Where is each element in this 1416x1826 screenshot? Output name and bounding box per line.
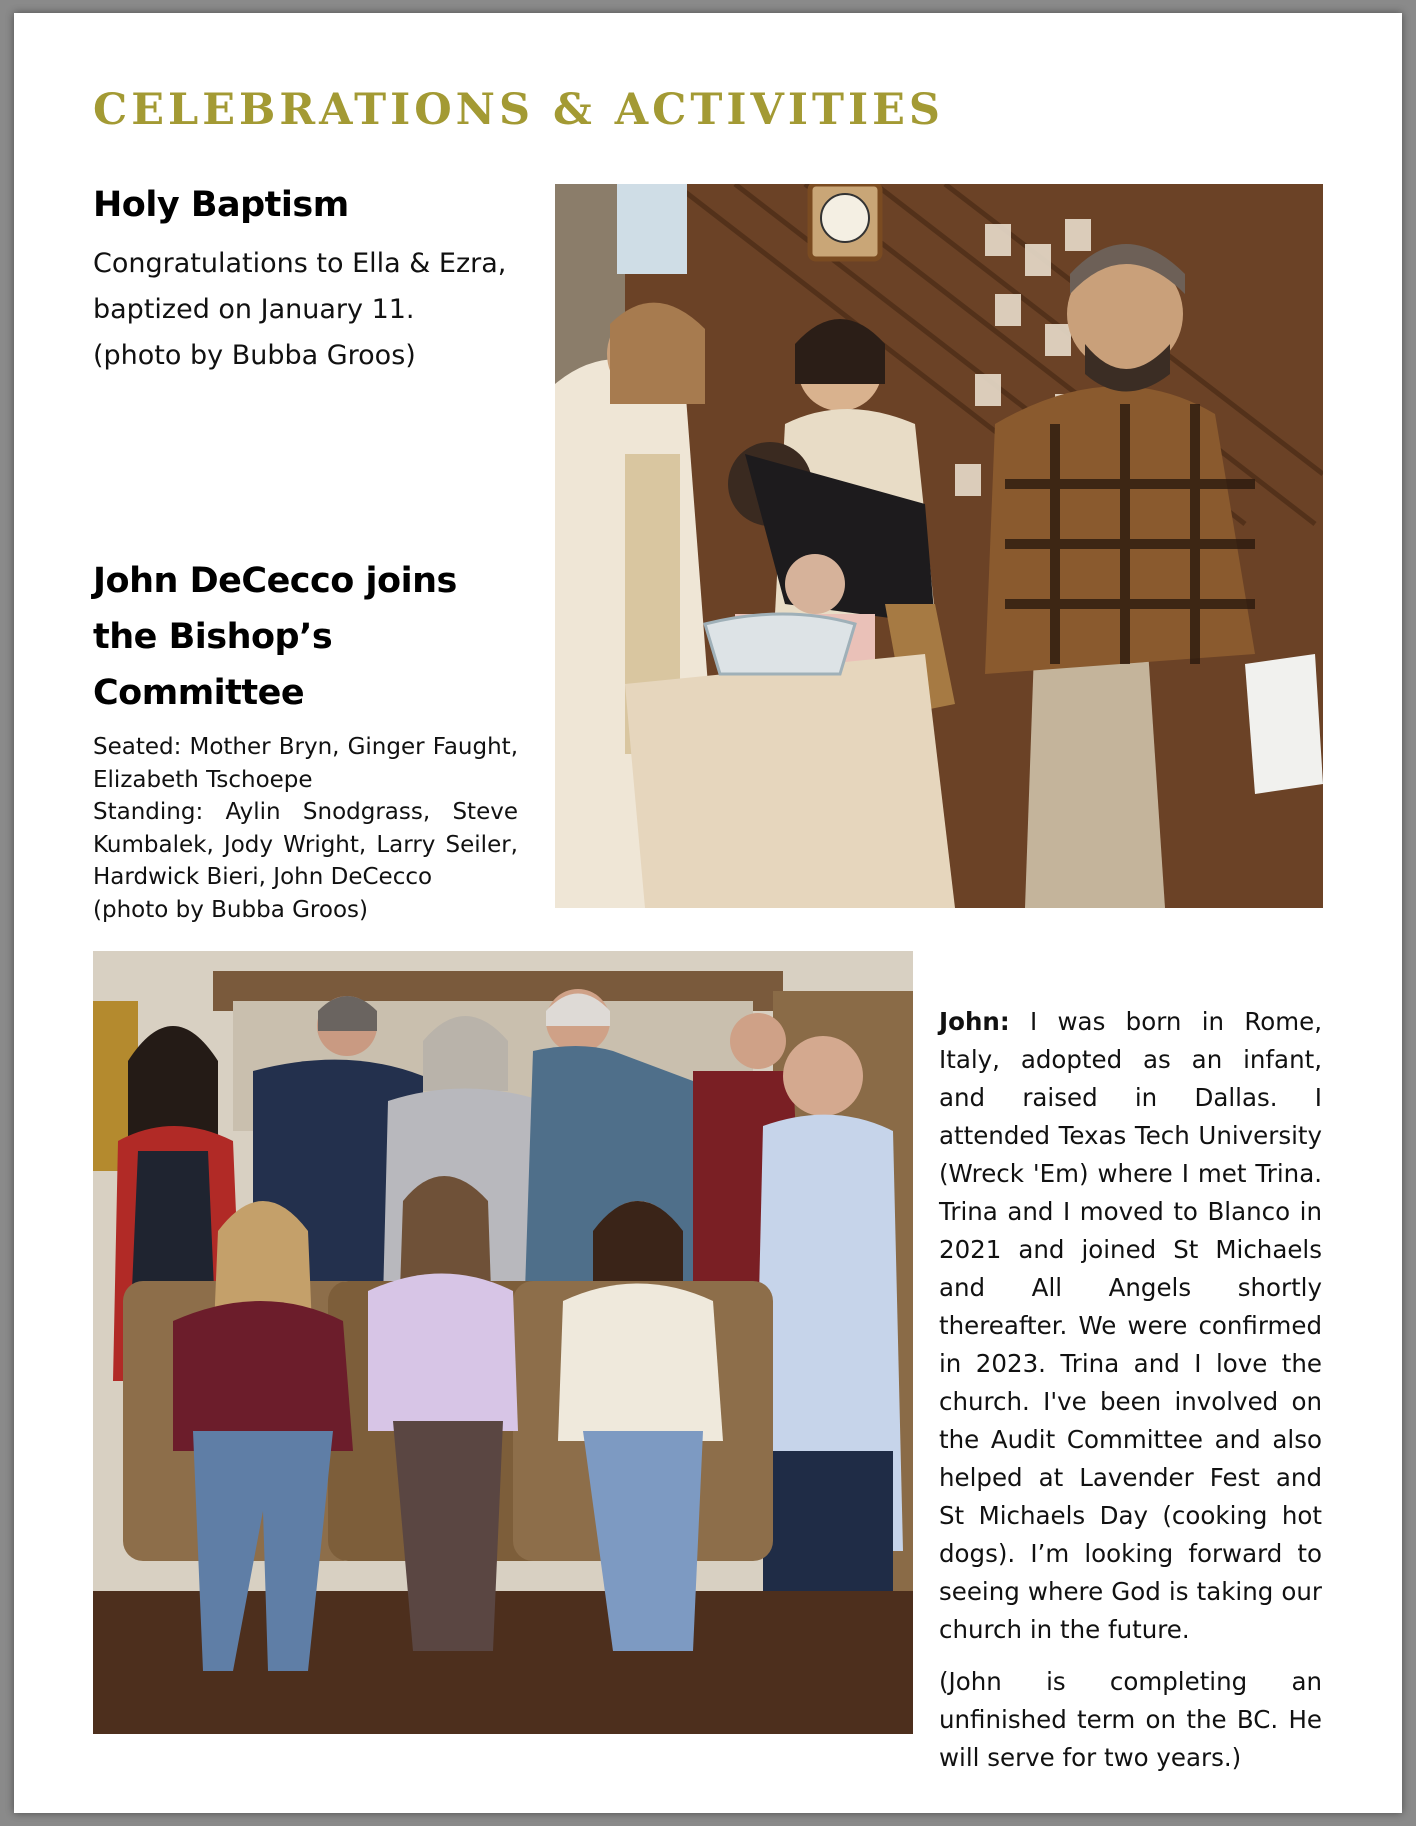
baptism-heading: Holy Baptism — [93, 185, 349, 225]
newsletter-page — [14, 13, 1402, 1813]
bio-speaker: John: — [939, 1007, 1010, 1036]
baptism-photo-credit: (photo by Bubba Groos) — [93, 340, 416, 371]
committee-photo-credit: (photo by Bubba Groos) — [93, 896, 368, 923]
baptism-line-2: baptized on January 11. — [93, 294, 415, 325]
john-bio — [939, 1003, 1322, 1791]
committee-group-photo — [93, 951, 913, 1734]
caption-seated: Seated: Mother Bryn, Ginger Faught, Elizabeth Tschoepe — [93, 734, 518, 793]
baptism-photo — [555, 184, 1323, 908]
committee-photo-caption — [93, 731, 518, 926]
committee-heading: John DeCecco joins the Bishop’s Committee — [93, 561, 457, 713]
section-title: CELEBRATIONS & ACTIVITIES — [93, 85, 944, 135]
caption-standing: Standing: Aylin Snodgrass, Steve Kumbalek, Jody Wright, Larry Seiler, Hardwick Bieri, John DeCecco — [93, 799, 518, 890]
bio-note: (John is completing an unfinished term on the BC. He will serve for two years.) — [939, 1667, 1322, 1772]
bio-paragraph — [939, 1003, 1322, 1649]
baptism-line-1: Congratulations to Ella & Ezra, — [93, 248, 507, 279]
bio-text: I was born in Rome, Italy, adopted as an infant, and raised in Dallas. I attended Texas Tech University (Wreck 'Em) where I met Trina. Trina and I moved to Blanco in 2021 and joined St Michaels and All Angels shortly thereafter. We were confirmed in 2023. Trina and I love the church. I've been involved on the Audit Committee and also helped at Lavender Fest and St Michaels Day (cooking hot dogs). I’m looking forward to seeing where God is taking our church in the future. — [939, 1007, 1322, 1644]
baptism-text — [93, 241, 533, 379]
